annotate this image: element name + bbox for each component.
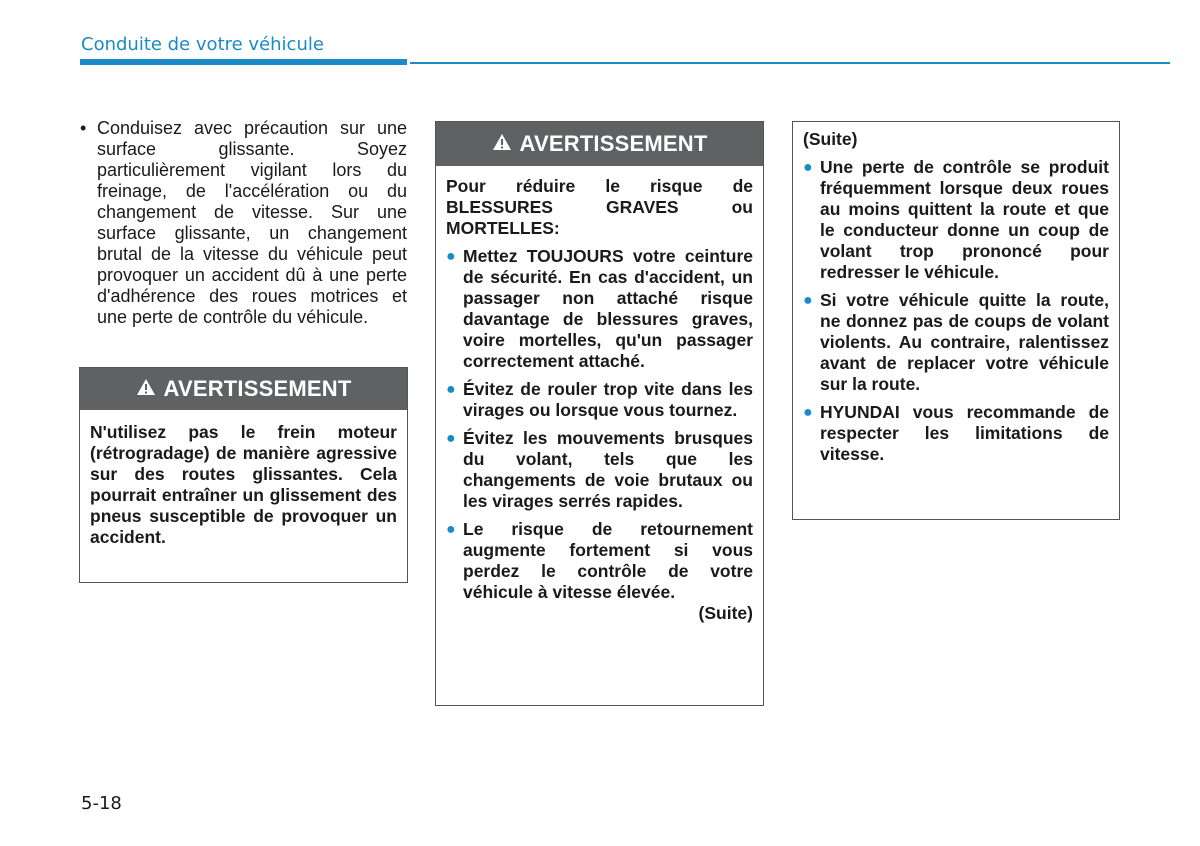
bullet-icon: ● [446,521,456,538]
page-number: 5-18 [81,793,122,814]
warning-list [446,246,753,603]
warning-box-engine-brake [79,367,408,583]
continued-label: (Suite) [698,603,753,623]
bullet-icon: ● [803,404,813,421]
warning-header [436,122,763,166]
bullet-icon: ● [803,292,813,309]
bullet-marker: • [80,118,87,138]
intro-paragraph [80,118,407,328]
list-item: ● Une perte de contrôle se produit fréquemment lorsque deux roues au moins quittent la route et que le conducteur donne un coup de volant trop prononcé pour redresser le véhicule. [803,157,1109,282]
list-item: ● Évitez les mouvements brusques du volant, tels que les changements de voie brutaux ou les virages serrés rapides. [446,428,753,511]
list-item: ● Mettez TOUJOURS votre ceinture de sécurité. En cas d'accident, un passager non attaché risque davantage de blessures graves, voire mortelles, qu'un passager correctement attaché. [446,246,753,371]
warning-body [436,166,763,624]
list-item: ● Le risque de retournement augmente fortement si vous perdez le contrôle de votre véhicule à vitesse élevée. [446,519,753,602]
continued-label: (Suite) [803,129,858,149]
warning-triangle-icon [492,133,512,156]
bullet-icon: ● [446,430,456,447]
warning-body [80,410,407,548]
warning-box-injury [435,121,764,706]
warning-header [80,368,407,410]
warning-text: N'utilisez pas le frein moteur (rétrogradage) de manière agressive sur des routes glissantes. Cela pourrait entraîner un glissement des pneus susceptible de provoquer un accident. [90,422,397,547]
warning-intro: Pour réduire le risque de BLESSURES GRAVES ou MORTELLES: [446,176,753,238]
warning-box-continuation [792,121,1120,520]
header-rule-thin [410,62,1170,64]
warning-list [803,157,1109,465]
list-item: ● Évitez de rouler trop vite dans les virages ou lorsque vous tournez. [446,379,753,420]
warning-title: AVERTISSEMENT [519,131,708,156]
intro-text: Conduisez avec précaution sur une surface glissante. Soyez particulièrement vigilant lors du freinage, de l'accélération ou du changement de vitesse. Sur une surface glissante, un changement brutal de la vitesse du véhicule peut provoquer un accident dû à une perte d'adhérence des roues motrices et une perte de contrôle du véhicule. [97,118,407,327]
section-title: Conduite de votre véhicule [81,34,324,55]
bullet-icon: ● [446,248,456,265]
bullet-icon: ● [803,159,813,176]
list-item: ● Si votre véhicule quitte la route, ne donnez pas de coups de volant violents. Au contraire, ralentissez avant de replacer votre véhicule sur la route. [803,290,1109,394]
bullet-icon: ● [446,381,456,398]
header-rule-thick [80,59,407,65]
warning-triangle-icon [136,378,156,401]
warning-body [793,122,1119,465]
list-item: ● HYUNDAI vous recommande de respecter les limitations de vitesse. [803,402,1109,464]
warning-title: AVERTISSEMENT [163,376,352,401]
